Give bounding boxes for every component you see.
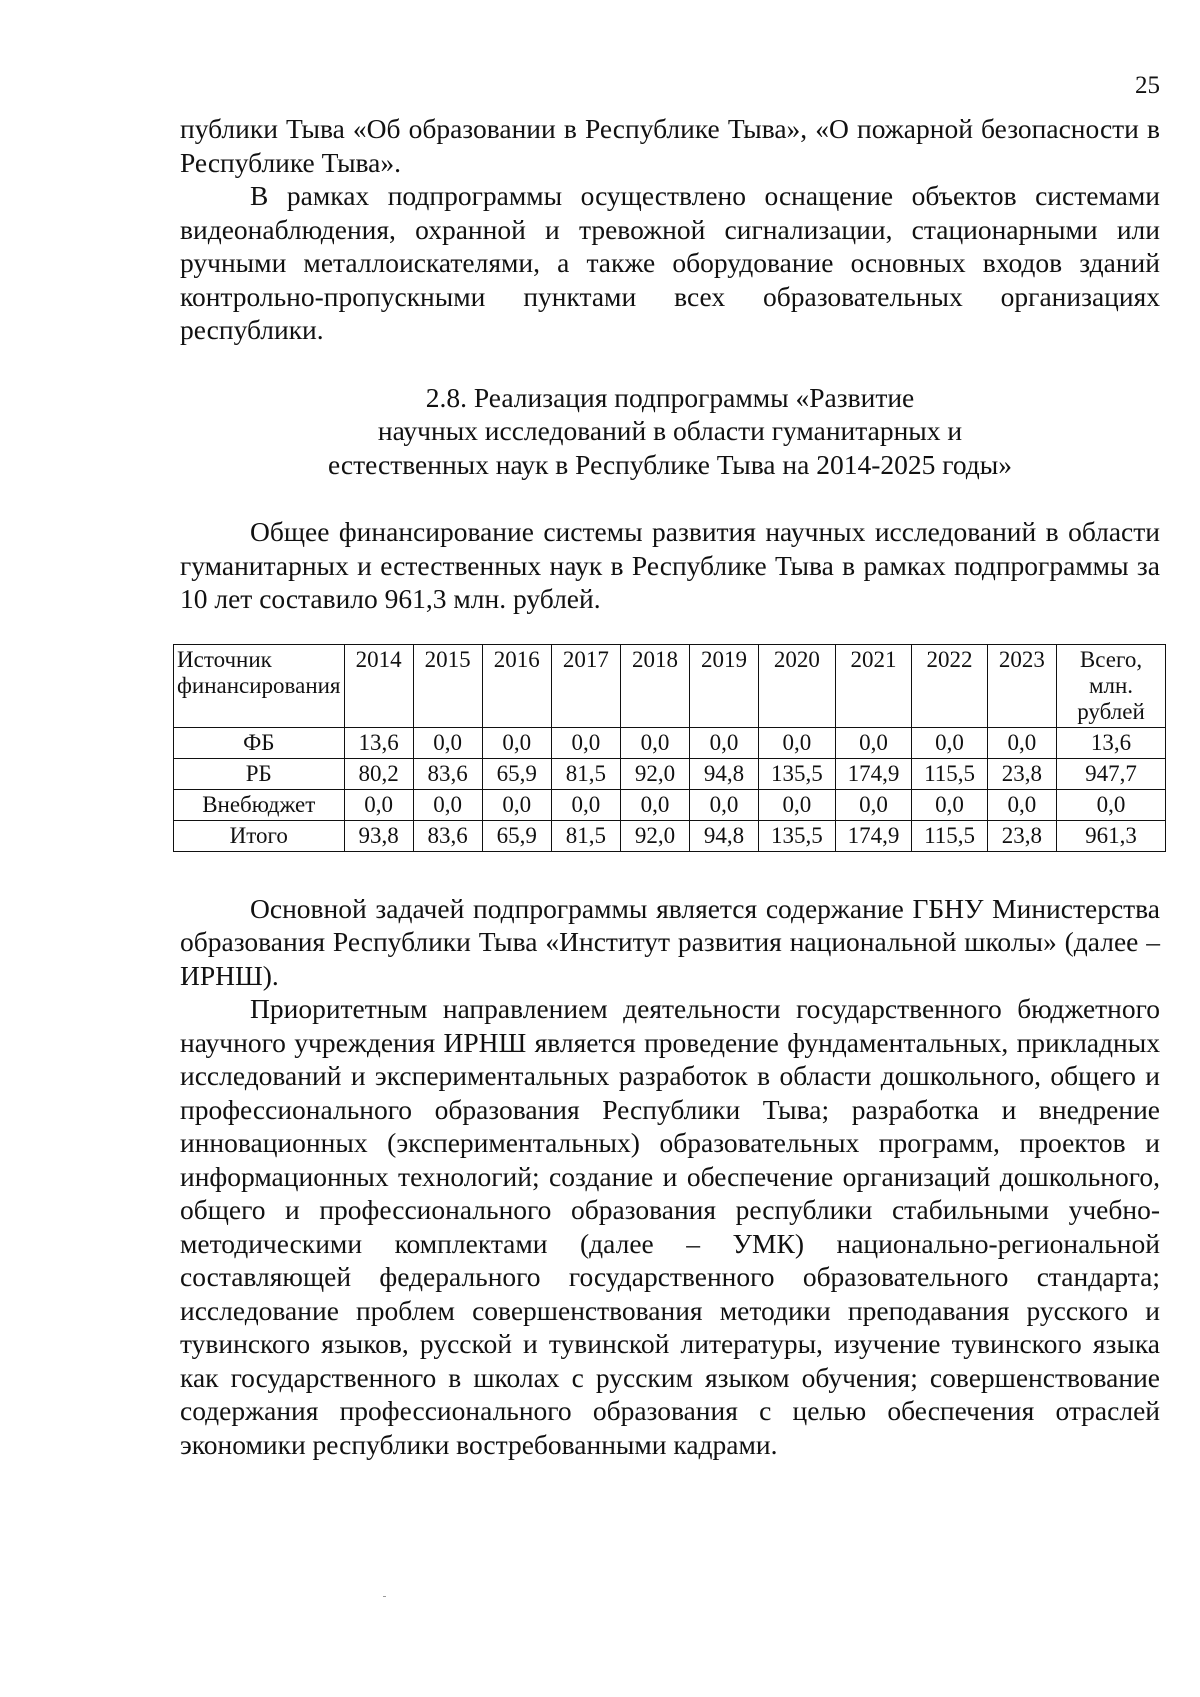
paragraph-equipment: В рамках подпрограммы осуществлено оснащение объектов системами видеонаблюдения, охранной и тревожной сигнализации, стационарными или ручными металлоискателями, а также оборудование основных входов зданий контрольно-пропускными пунктами всех образовательных организациях республики.	[180, 180, 1160, 345]
table-cell: 65,9	[482, 758, 551, 789]
table-cell: РБ	[174, 758, 345, 789]
financing-table	[173, 644, 1166, 852]
table-cell: 961,3	[1057, 820, 1166, 851]
page-content	[177, 112, 1160, 1461]
table-row	[174, 727, 1166, 758]
table-cell: 0,0	[551, 727, 620, 758]
table-cell: 13,6	[344, 727, 413, 758]
table-cell: 0,0	[759, 789, 836, 820]
table-cell: 81,5	[551, 820, 620, 851]
table-cell: 81,5	[551, 758, 620, 789]
paragraph-continuation: публики Тыва «Об образовании в Республике Тыва», «О пожарной безопасности в Республике Тыва».	[180, 113, 1160, 178]
table-header-cell: 2014	[344, 644, 413, 727]
table-row	[174, 789, 1166, 820]
table-cell: 0,0	[1057, 789, 1166, 820]
table-cell: 80,2	[344, 758, 413, 789]
table-cell: 0,0	[835, 789, 912, 820]
table-header-cell: Источник финансирования	[174, 644, 345, 727]
table-cell: 0,0	[620, 727, 689, 758]
table-cell: 115,5	[912, 820, 988, 851]
table-cell: 0,0	[482, 727, 551, 758]
table-cell: 0,0	[987, 727, 1056, 758]
table-cell: 174,9	[835, 758, 912, 789]
paragraph-priorities: Приоритетным направлением деятельности государственного бюджетного научного учреждения ИРНШ является проведение фундаментальных, прикладных исследований и экспериментальных разработок в области дошкольного, общего и профессионального образования Республики Тыва; разработка и внедрение инновационных (экспериментальных) образовательных программ, проектов и информационных технологий; создание и обеспечение организаций дошкольного, общего и профессионального образования республики стабильными учебно-методическими комплектами (далее – УМК) национально-региональной составляющей федерального государственного образовательного стандарта; исследование проблем совершенствования методики преподавания русского и тувинского языков, русской и тувинской литературы, изучение тувинского языка как государственного в школах с русским языком обучения; совершенствование содержания профессионального образования с целью обеспечения отраслей экономики республики востребованными кадрами.	[180, 993, 1160, 1460]
paragraph-financing: Общее финансирование системы развития научных исследований в области гуманитарных и естественных наук в Республике Тыва в рамках подпрограммы за 10 лет составило 961,3 млн. рублей.	[180, 516, 1160, 614]
table-row	[174, 758, 1166, 789]
section-heading-line-3: естественных наук в Республике Тыва на 2014-2025 годы»	[327, 448, 1012, 480]
section-heading-line-1: 2.8. Реализация подпрограммы «Развитие	[425, 381, 915, 413]
table-header-cell: 2020	[759, 644, 836, 727]
table-header-cell: 2023	[987, 644, 1056, 727]
table-cell: Внебюджет	[174, 789, 345, 820]
table-cell: 23,8	[987, 820, 1056, 851]
table-cell: 0,0	[912, 789, 988, 820]
table-cell: 115,5	[912, 758, 988, 789]
table-cell: 0,0	[689, 727, 758, 758]
table-cell: 83,6	[413, 758, 482, 789]
table-cell: 65,9	[482, 820, 551, 851]
table-cell: 0,0	[759, 727, 836, 758]
table-cell: Итого	[174, 820, 345, 851]
table-cell: 0,0	[413, 727, 482, 758]
table-cell: 94,8	[689, 820, 758, 851]
section-heading-line-2: научных исследований в области гуманитарных и	[377, 415, 963, 446]
table-header-cell: 2016	[482, 644, 551, 727]
table-cell: 0,0	[689, 789, 758, 820]
table-header-cell: Всего, млн. рублей	[1057, 644, 1166, 727]
table-row	[174, 820, 1166, 851]
table-cell: 0,0	[835, 727, 912, 758]
table-cell: 0,0	[482, 789, 551, 820]
table-header-cell: 2019	[689, 644, 758, 727]
table-cell: 947,7	[1057, 758, 1166, 789]
table-header-cell: 2017	[551, 644, 620, 727]
table-cell: 0,0	[344, 789, 413, 820]
table-cell: 135,5	[759, 820, 836, 851]
table-header-cell: 2018	[620, 644, 689, 727]
table-cell: ФБ	[174, 727, 345, 758]
table-cell: 92,0	[620, 820, 689, 851]
table-cell: 13,6	[1057, 727, 1166, 758]
table-cell: 0,0	[987, 789, 1056, 820]
paragraph-main-task: Основной задачей подпрограммы является содержание ГБНУ Министерства образования Республики Тыва «Институт развития национальной школы» (далее – ИРНШ).	[180, 892, 1160, 991]
section-heading	[180, 381, 1160, 482]
table-header-cell: 2021	[835, 644, 912, 727]
table-cell: 174,9	[835, 820, 912, 851]
table-cell: 83,6	[413, 820, 482, 851]
table-cell: 135,5	[759, 758, 836, 789]
table-cell: 23,8	[987, 758, 1056, 789]
table-header-row	[174, 644, 1166, 727]
table-header-cell: 2015	[413, 644, 482, 727]
table-cell: 0,0	[413, 789, 482, 820]
table-cell: 0,0	[912, 727, 988, 758]
table-cell: 94,8	[689, 758, 758, 789]
table-cell: 0,0	[620, 789, 689, 820]
table-header-cell: 2022	[912, 644, 988, 727]
scan-mark	[383, 1596, 386, 1597]
table-cell: 93,8	[344, 820, 413, 851]
page-number: 25	[1135, 72, 1160, 99]
table-cell: 0,0	[551, 789, 620, 820]
table-cell: 92,0	[620, 758, 689, 789]
